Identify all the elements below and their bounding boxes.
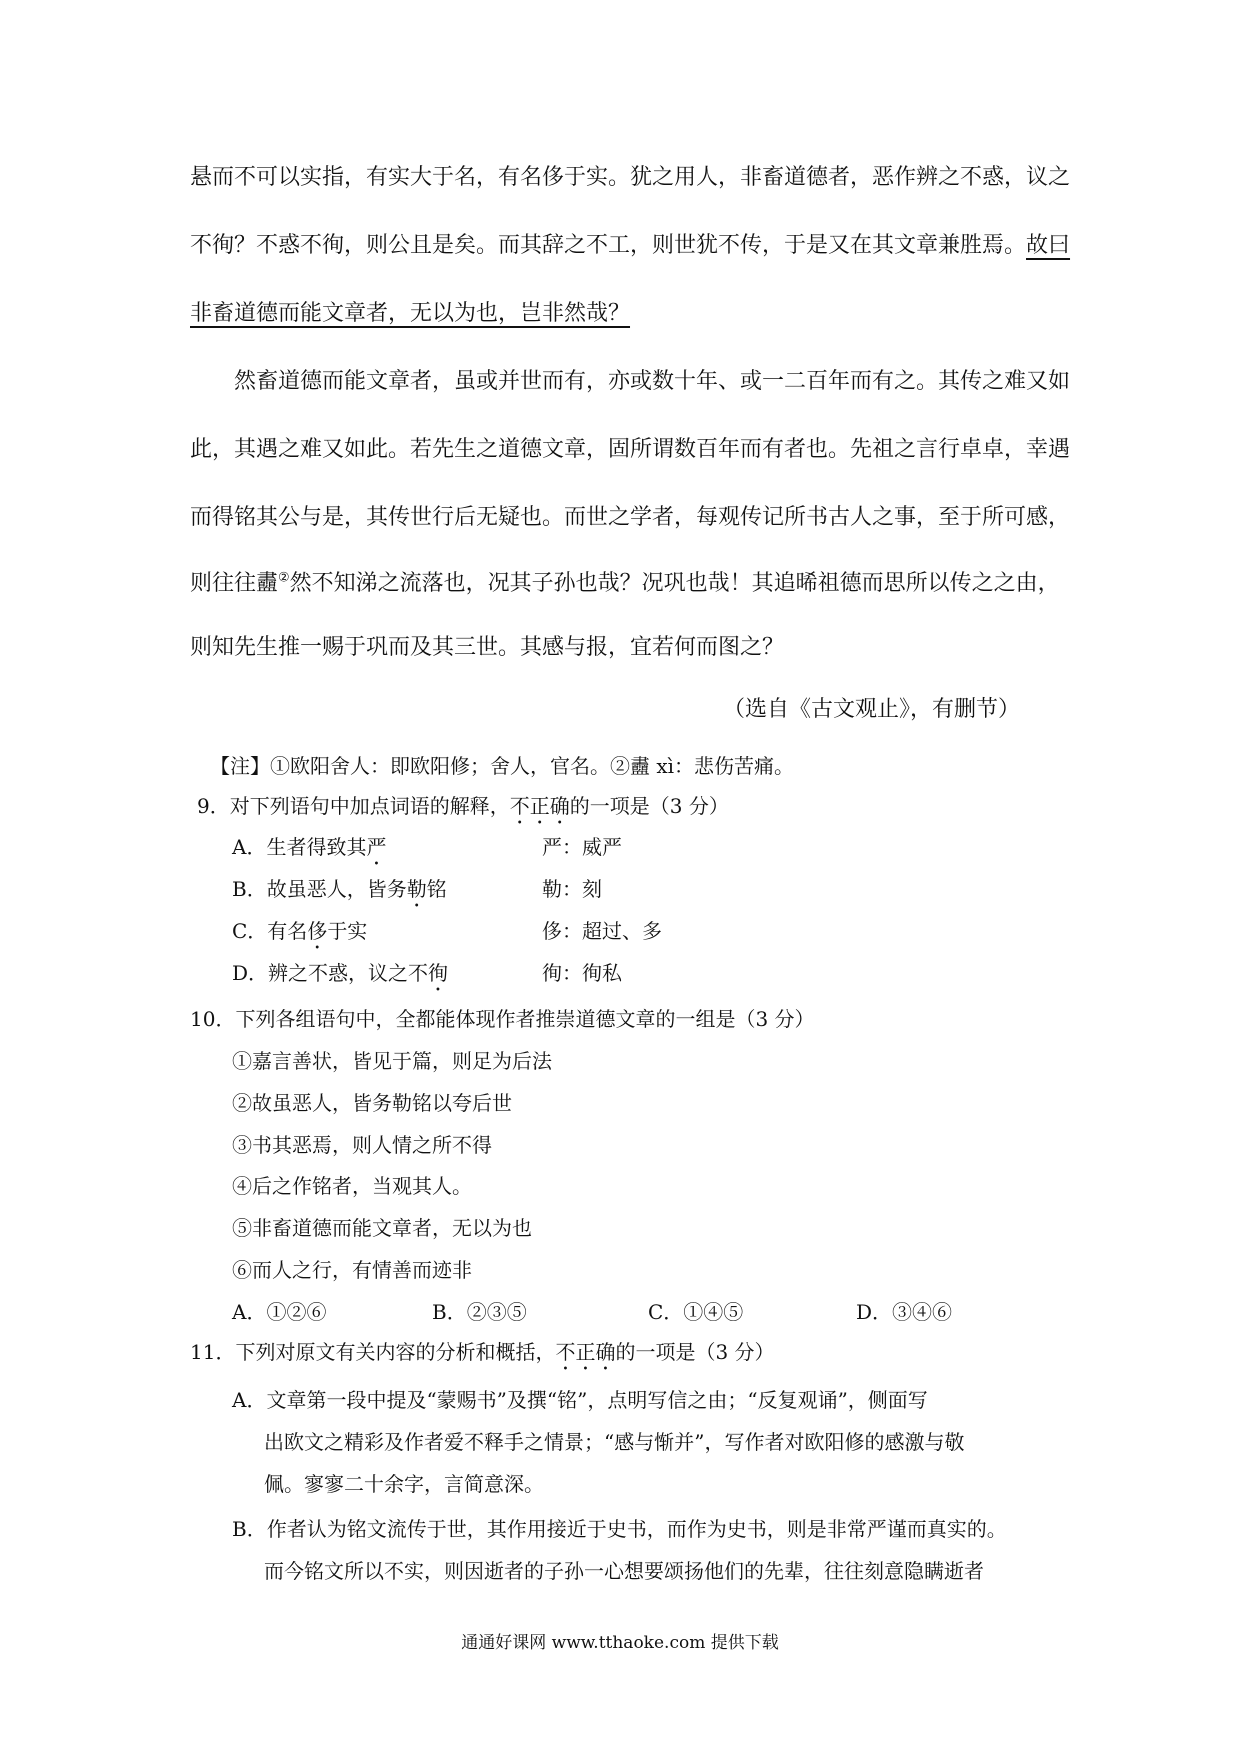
- q10-item-4: ④后之作铭者，当观其人。: [232, 1174, 472, 1198]
- q9-option-a[interactable]: [232, 831, 622, 870]
- q11-option-b-line-2: 而今铭文所以不实，则因逝者的子孙一心想要颂扬他们的先辈，往往刻意隐瞒逝者: [264, 1559, 984, 1583]
- annotation-note: 【注】①欧阳舍人：即欧阳修；舍人，官名。②衋 xì：悲伤苦痛。: [210, 754, 795, 778]
- prose-line-1: 悬而不可以实指，有实大于名，有名侈于实。犹之用人，非畜道德者，恶作辨之不惑，议之: [190, 165, 1071, 190]
- q9-stem-post: 的一项是（3 分）: [569, 794, 729, 818]
- q11-option-b-line-1[interactable]: B．作者认为铭文流传于世，其作用接近于史书，而作为史书，则是非常严谨而真实的。: [232, 1517, 1007, 1541]
- prose-line-5: 此，其遇之难又如此。若先生之道德文章，固所谓数百年而有者也。先祖之言行卓卓，幸遇: [190, 437, 1071, 462]
- q9-b-dotted: 勒: [406, 877, 427, 901]
- underlined-phrase-start: 故曰: [1026, 233, 1071, 258]
- prose-line-7b: 然不知涕之流落也，况其子孙也哉？况巩也哉！其追晞祖德而思所以传之之由，: [289, 571, 1060, 596]
- q9-stem-dotted: 不正确: [509, 794, 570, 818]
- prose-line-7: [190, 566, 1060, 597]
- q9-b-pre: B．故虽恶人，皆务: [232, 877, 407, 901]
- prose-line-6: 而得铭其公与是，其传世行后无疑也。而世之学者，每观传记所书古人之事，至于所可感，: [190, 505, 1071, 530]
- prose-line-8: 则知先生推一赐于巩而及其三世。其感与报，宜若何而图之？: [190, 635, 785, 660]
- q10-choice-b[interactable]: B．②③⑤: [432, 1300, 527, 1324]
- q9-c-dotted: 侈: [307, 919, 328, 943]
- question-10-stem: 10．下列各组语句中，全都能体现作者推崇道德文章的一组是（3 分）: [190, 1007, 815, 1031]
- q10-item-2: ②故虽恶人，皆务勒铭以夸后世: [232, 1091, 512, 1115]
- q9-option-d[interactable]: [232, 957, 622, 996]
- q9-a-dotted: 严: [366, 835, 387, 859]
- q9-c-post: 于实: [327, 919, 368, 943]
- q10-item-1: ①嘉言善状，皆见于篇，则足为后法: [232, 1049, 552, 1073]
- q9-option-c[interactable]: [232, 915, 662, 954]
- q9-option-b[interactable]: [232, 873, 602, 912]
- q9-d-pre: D．辨之不惑，议之不: [232, 961, 429, 985]
- prose-line-2: [190, 228, 1070, 259]
- q10-choice-c[interactable]: C．①④⑤: [648, 1300, 744, 1324]
- q11-option-a-line-2: 出欧文之精彩及作者爱不释手之情景；“感与惭并”，写作者对欧阳修的感激与敬: [264, 1430, 965, 1454]
- source-citation: （选自《古文观止》，有删节）: [722, 697, 1020, 722]
- q11-stem-pre: 11．下列对原文有关内容的分析和概括，: [190, 1340, 556, 1364]
- q11-stem-post: 的一项是（3 分）: [615, 1340, 775, 1364]
- q11-stem-dotted: 不正确: [555, 1340, 616, 1364]
- q9-stem-pre: 9．对下列语句中加点词语的解释，: [197, 794, 510, 818]
- footnote-marker: ②: [278, 570, 290, 586]
- q9-c-pre: C．有名: [232, 919, 308, 943]
- q10-item-6: ⑥而人之行，有情善而迹非: [232, 1258, 472, 1282]
- question-9-stem: [197, 790, 729, 829]
- q10-choice-d[interactable]: D．③④⑥: [856, 1300, 953, 1324]
- question-11-stem: [190, 1336, 775, 1375]
- prose-line-7a: 则往往衋: [190, 571, 279, 596]
- q9-c-explain: 侈：超过、多: [542, 919, 662, 943]
- q9-b-post: 铭: [426, 877, 447, 901]
- q10-item-5: ⑤非畜道德而能文章者，无以为也: [232, 1216, 532, 1240]
- q10-choice-a[interactable]: A．①②⑥: [232, 1300, 327, 1324]
- prose-line-3-underlined: 非畜道德而能文章者，无以为也，岂非然哉？: [190, 301, 631, 326]
- prose-line-4: 然畜道德而能文章者，虽或并世而有，亦或数十年、或一二百年而有之。其传之难又如: [234, 369, 1071, 394]
- page-footer: 通通好课网 www.tthaoke.com 提供下载: [461, 1633, 779, 1653]
- q11-option-a-line-1[interactable]: A．文章第一段中提及“蒙赐书”及撰“铭”，点明写信之由；“反复观诵”，侧面写: [232, 1388, 928, 1412]
- q9-d-dotted: 徇: [428, 961, 449, 985]
- q10-item-3: ③书其恶焉，则人情之所不得: [232, 1133, 492, 1157]
- q9-a-explain: 严：威严: [542, 835, 622, 859]
- q9-a-pre: A．生者得致其: [232, 835, 367, 859]
- q9-b-explain: 勒：刻: [542, 877, 602, 901]
- q9-d-explain: 徇：徇私: [542, 961, 622, 985]
- prose-line-2-text: 不徇？不惑不徇，则公且是矣。而其辞之不工，则世犹不传，于是又在其文章兼胜焉。: [190, 233, 1027, 258]
- q11-option-a-line-3: 佩。寥寥二十余字，言简意深。: [264, 1472, 544, 1496]
